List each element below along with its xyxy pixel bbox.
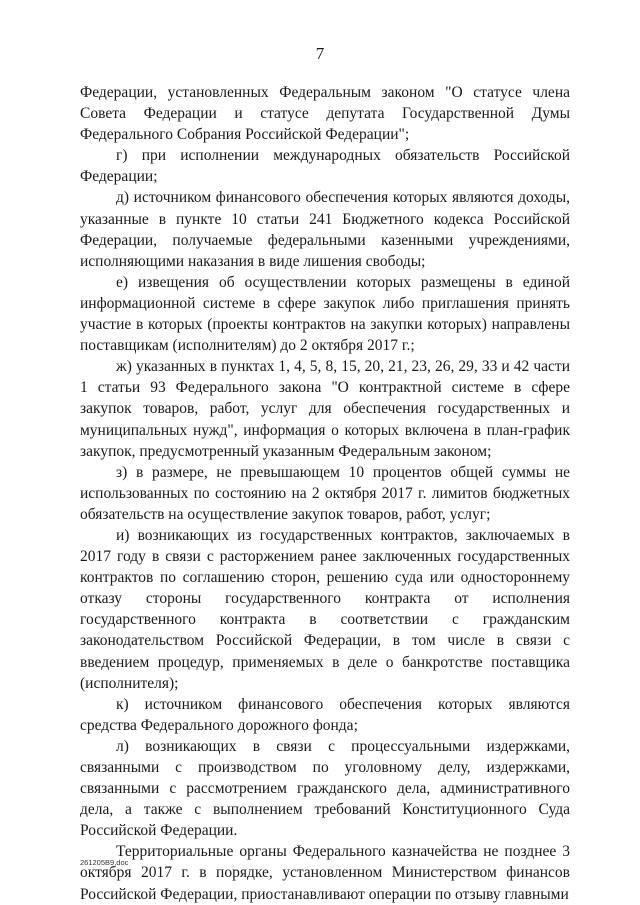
paragraph-item-l: л) возникающих в связи с процессуальными издержками, связанными с производством по уголовному делу, издержками, связанными с рассмотрением гражданского дела, административного дела, а также с выполнением требований Конституционного Суда Российской Федерации. [80,737,570,840]
paragraph-item-d: д) источником финансового обеспечения которых являются доходы, указанные в пункте 10 статьи 241 Бюджетного кодекса Российской Федерации, получаемые федеральными казенными учреждениями, исполняющими наказания в виде лишения свободы; [80,189,570,270]
paragraph-item-i: и) возникающих из государственных контрактов, заключаемых в 2017 году в связи с расторжением ранее заключенных государственных контрактов по соглашению сторон, решению суда или одностороннему отказу стороны государственного контракта от исполнения государственного контракта в соответствии с гражданским законодательством Российской Федерации, в том числе в связи с введением процедур, применяемых в деле о банкротстве поставщика (исполнителя); [80,526,570,692]
paragraph-item-k: к) источником финансового обеспечения которых являются средства Федерального дорожного фонда; [80,695,570,734]
paragraph-item-g: г) при исполнении международных обязательств Российской Федерации; [80,147,570,186]
paragraph-treasury: Территориальные органы Федерального казначейства не позднее 3 октября 2017 г. в порядке, установленном Министерством финансов Российской Федерации, приостанавливают операции по отзыву главными [80,843,570,903]
paragraph-item-e: е) извещения об осуществлении которых размещены в единой информационной системе в сфере закупок либо приглашения принять участие в которых (проекты контрактов на закупки которых) направлены поставщикам (исполнителям) до 2 октября 2017 г.; [80,273,570,355]
document-filename: 261205В9.doc [80,858,129,867]
page-number: 7 [315,44,325,63]
document-body [80,82,570,905]
paragraph-item-zh: ж) указанных в пунктах 1, 4, 5, 8, 15, 20, 21, 23, 26, 29, 33 и 42 части 1 статьи 93 Федерального закона "О контрактной системе в сфере закупок товаров, работ, услуг для обеспечения государственных и муниципальных нужд", информация о которых включена в план-график закупок, предусмотренный указанным Федеральным законом; [80,358,570,460]
paragraph-item-z: з) в размере, не превышающем 10 процентов общей суммы не использованных по состоянию на 2 октября 2017 г. лимитов бюджетных обязательств на осуществление закупок товаров, работ, услуг; [80,463,570,523]
paragraph-continuation: Федерации, установленных Федеральным законом "О статусе члена Совета Федерации и статусе депутата Государственной Думы Федерального Собрания Российской Федерации"; [80,84,570,144]
